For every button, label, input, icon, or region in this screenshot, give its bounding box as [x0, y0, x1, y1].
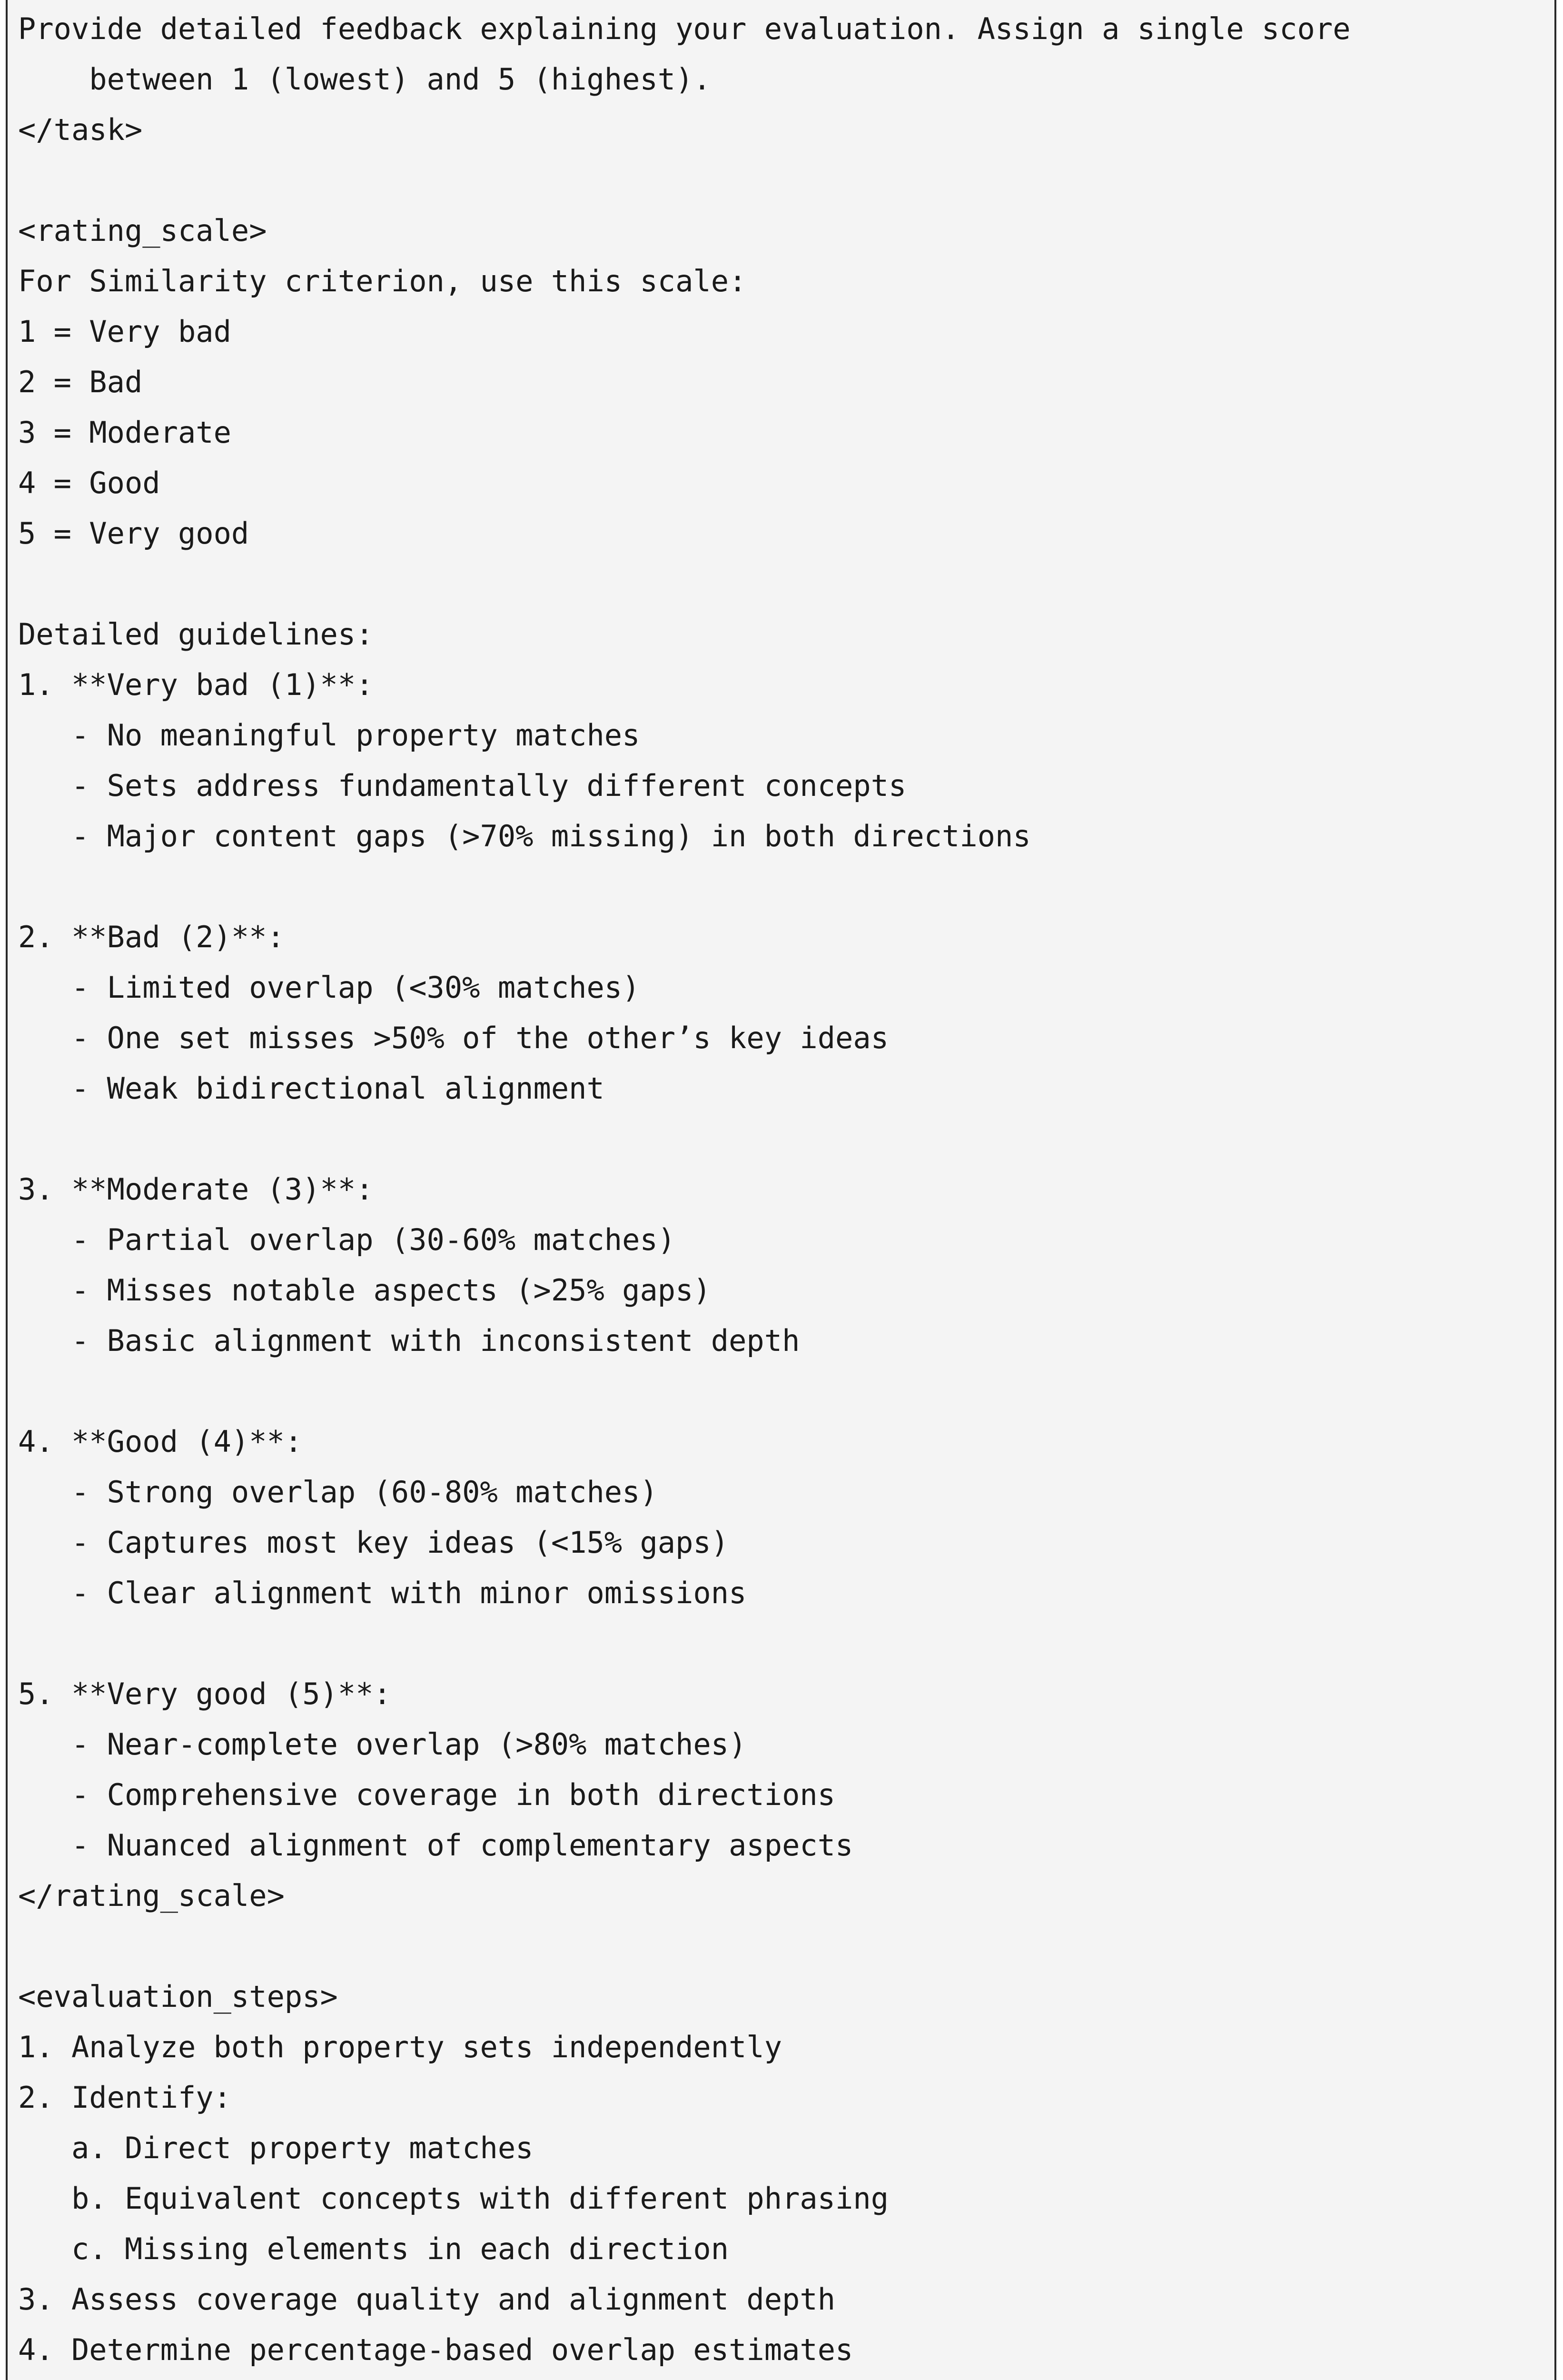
- text-line: - Basic alignment with inconsistent depth: [18, 1323, 800, 1358]
- text-line: - One set misses >50% of the other’s key ideas: [18, 1021, 889, 1055]
- text-line: - Limited overlap (<30% matches): [18, 970, 640, 1005]
- text-line: 1. Analyze both property sets independently: [18, 2030, 782, 2064]
- text-line: </task>: [18, 112, 143, 147]
- text-line: between 1 (lowest) and 5 (highest).: [18, 62, 711, 97]
- text-line: - Partial overlap (30-60% matches): [18, 1222, 676, 1257]
- text-line: 2 = Bad: [18, 365, 143, 399]
- text-line: 4. Determine percentage-based overlap estimates: [18, 2332, 853, 2367]
- text-line: 1 = Very bad: [18, 314, 231, 349]
- text-line: 3. **Moderate (3)**:: [18, 1172, 374, 1207]
- text-line: 3 = Moderate: [18, 415, 231, 450]
- text-line: 2. Identify:: [18, 2080, 231, 2115]
- text-line: c. Missing elements in each direction: [18, 2231, 729, 2266]
- text-line: - Comprehensive coverage in both directions: [18, 1777, 836, 1812]
- text-line: Detailed guidelines:: [18, 617, 374, 652]
- text-line: 4. **Good (4)**:: [18, 1424, 303, 1459]
- text-line: 3. Assess coverage quality and alignment depth: [18, 2282, 836, 2317]
- text-line: - Weak bidirectional alignment: [18, 1071, 604, 1106]
- text-line: <rating_scale>: [18, 213, 267, 248]
- text-line: 1. **Very bad (1)**:: [18, 667, 374, 702]
- text-line: - Captures most key ideas (<15% gaps): [18, 1525, 729, 1560]
- text-line: a. Direct property matches: [18, 2131, 534, 2165]
- text-line: b. Equivalent concepts with different phrasing: [18, 2181, 889, 2216]
- text-line: - Major content gaps (>70% missing) in both directions: [18, 819, 1031, 853]
- text-line: - Clear alignment with minor omissions: [18, 1576, 747, 1610]
- text-line: For Similarity criterion, use this scale:: [18, 264, 747, 298]
- text-line: - Nuanced alignment of complementary aspects: [18, 1828, 853, 1863]
- text-line: - Near-complete overlap (>80% matches): [18, 1727, 747, 1762]
- text-line: [18, 2375, 800, 2380]
- text-line: 5 = Very good: [18, 516, 249, 551]
- text-line: 4 = Good: [18, 466, 160, 500]
- text-line: 5. **Very good (5)**:: [18, 1676, 391, 1711]
- text-line: - No meaningful property matches: [18, 718, 640, 753]
- text-line: - Strong overlap (60-80% matches): [18, 1475, 658, 1509]
- text-line: </rating_scale>: [18, 1878, 285, 1913]
- text-line: Provide detailed feedback explaining your evaluation. Assign a single score: [18, 11, 1351, 46]
- prompt-text-panel: [6, 0, 1556, 2380]
- text-line: - Misses notable aspects (>25% gaps): [18, 1273, 711, 1308]
- text-line: <evaluation_steps>: [18, 1979, 338, 2014]
- text-line: 2. **Bad (2)**:: [18, 920, 285, 954]
- text-line: - Sets address fundamentally different concepts: [18, 768, 907, 803]
